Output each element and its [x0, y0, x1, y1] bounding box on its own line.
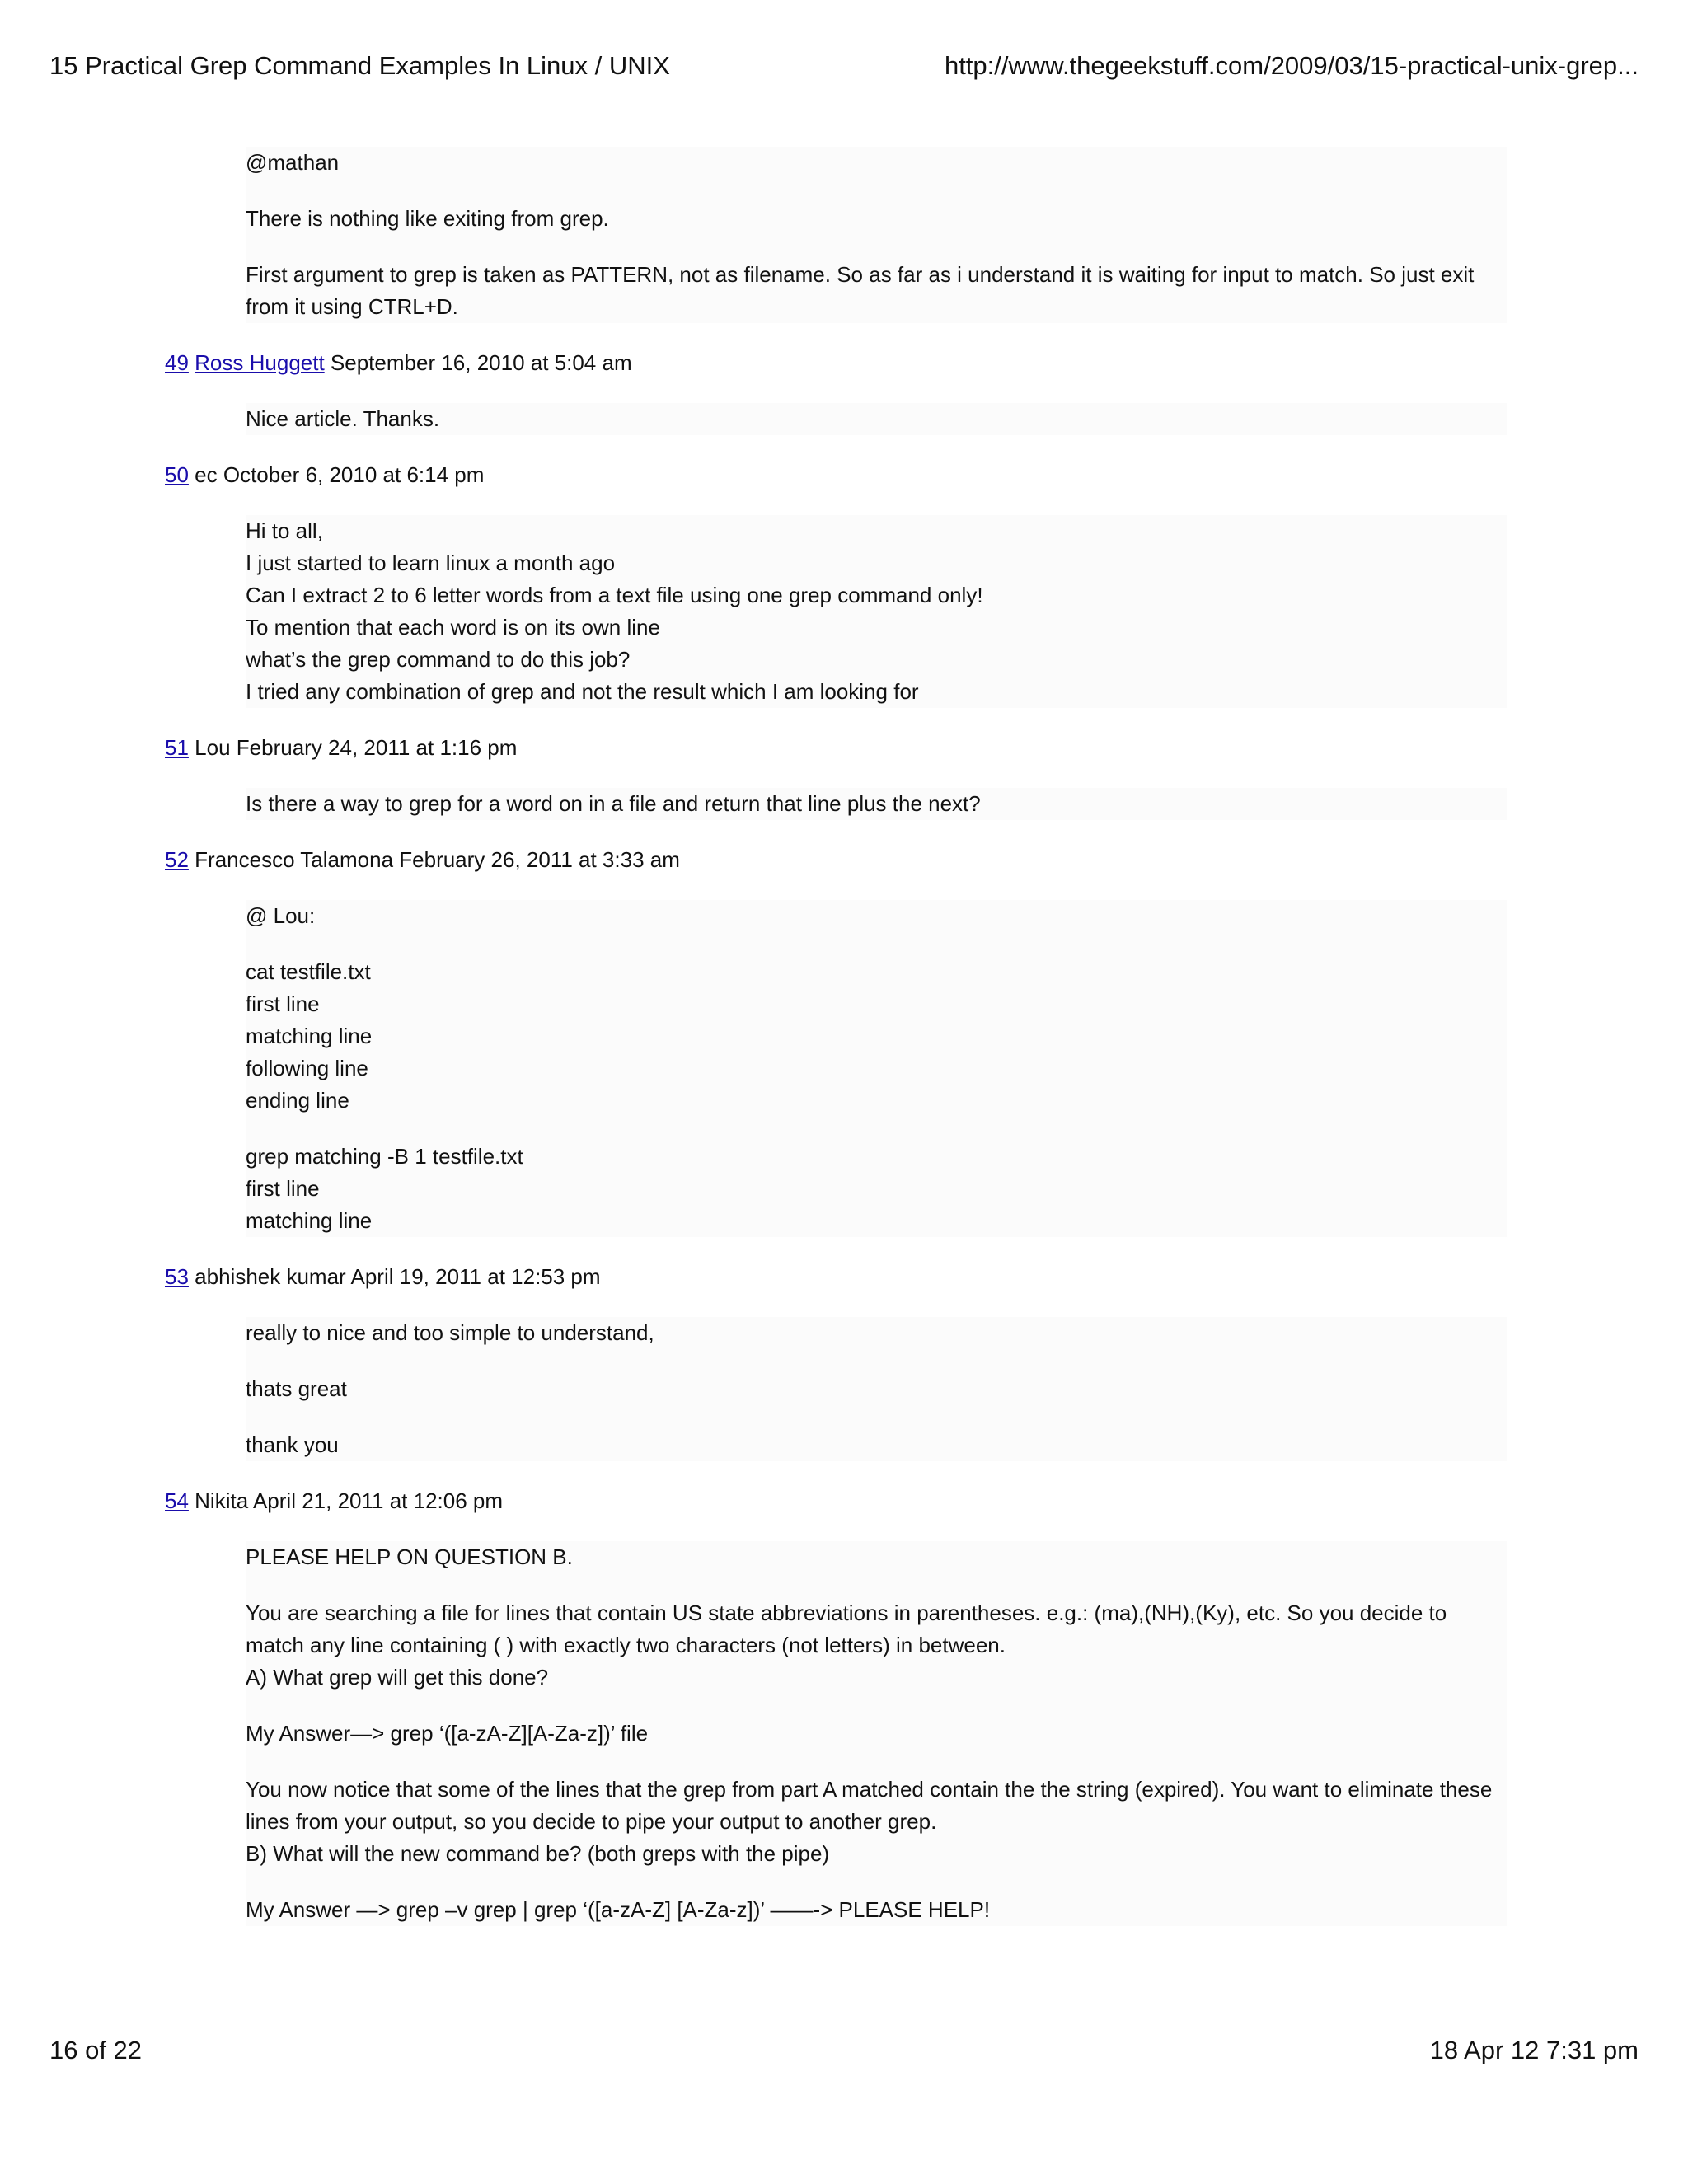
comment-body: [246, 515, 1507, 708]
comment-text-line: PLEASE HELP ON QUESTION B.: [246, 1544, 573, 1569]
comment-author: Francesco Talamona: [195, 847, 394, 872]
comment-header: [165, 1485, 1688, 1517]
comment-paragraph: [246, 956, 1507, 1117]
comment-text-line: what’s the grep command to do this job?: [246, 647, 631, 672]
comment-text-line: A) What grep will get this done?: [246, 1665, 549, 1690]
comment-paragraph: [246, 1894, 1507, 1926]
comment-author: Lou: [195, 735, 231, 760]
comment-text-line: following line: [246, 1056, 368, 1080]
comment-text-line: First argument to grep is taken as PATTERN, not as filename. So as far as i understand it is waiting for input to match. So just exit from it using CTRL+D.: [246, 262, 1475, 319]
comment-paragraph: [246, 1373, 1507, 1405]
comment-text-line: My Answer —> grep –v grep | grep ‘([a-zA-Z] [A-Za-z])’ ——-> PLEASE HELP!: [246, 1897, 991, 1922]
comment-text-line: I just started to learn linux a month ago: [246, 551, 616, 575]
comment-text-line: Can I extract 2 to 6 letter words from a text file using one grep command only!: [246, 583, 983, 607]
comments-section: [0, 147, 1688, 1950]
comment-text-line: There is nothing like exiting from grep.: [246, 206, 609, 231]
page-title: 15 Practical Grep Command Examples In Linux / UNIX: [49, 51, 670, 80]
comment-body: [246, 403, 1507, 435]
comment-text-line: first line: [246, 991, 320, 1016]
comment-text-line: thats great: [246, 1376, 347, 1401]
comment-text-line: My Answer—> grep ‘([a-zA-Z][A-Za-z])’ file: [246, 1721, 649, 1746]
comment-text-line: You now notice that some of the lines that the grep from part A matched contain the the string (expired). You want to eliminate these lines from your output, so you decide to pipe your output to another grep.: [246, 1777, 1493, 1834]
comment-author: Nikita: [195, 1488, 249, 1513]
comment-body: [246, 1317, 1507, 1461]
comment-text-line: I tried any combination of grep and not the result which I am looking for: [246, 679, 919, 704]
comment-author: ec: [195, 462, 218, 487]
comment-date: October 6, 2010 at 6:14 pm: [223, 462, 485, 487]
comment-text-line: @ Lou:: [246, 903, 316, 928]
page-url: http://www.thegeekstuff.com/2009/03/15-practical-unix-grep...: [944, 51, 1639, 80]
comment-text-line: @mathan: [246, 150, 340, 175]
comment-header: [165, 732, 1688, 764]
comment-paragraph: [246, 788, 1507, 820]
comment-body: [246, 788, 1507, 820]
comment-text-line: really to nice and too simple to understand,: [246, 1320, 654, 1345]
comment-number-link[interactable]: 50: [165, 462, 189, 487]
comment-text-line: Is there a way to grep for a word on in a file and return that line plus the next?: [246, 791, 981, 816]
comment-date: April 21, 2011 at 12:06 pm: [252, 1488, 504, 1513]
comment-paragraph: [246, 1774, 1507, 1870]
comment-text-line: B) What will the new command be? (both greps with the pipe): [246, 1841, 830, 1866]
comment-text-line: grep matching -B 1 testfile.txt: [246, 1144, 523, 1169]
comment-header: [165, 1261, 1688, 1293]
comment-number-link[interactable]: 54: [165, 1488, 189, 1513]
comment-author-link[interactable]: Ross Huggett: [195, 350, 325, 375]
comment-paragraph: [246, 1429, 1507, 1461]
comment-date: September 16, 2010 at 5:04 am: [330, 350, 632, 375]
comment-date: February 24, 2011 at 1:16 pm: [236, 735, 518, 760]
comment-paragraph: [246, 1141, 1507, 1237]
comment-header: [165, 844, 1688, 876]
comment-text-line: matching line: [246, 1208, 373, 1233]
comment-text-line: To mention that each word is on its own line: [246, 615, 660, 640]
comment-text-line: You are searching a file for lines that contain US state abbreviations in parentheses. e.g.: (ma),(NH),(Ky), etc. So you decide to match any line containing ( ) with exactly two characters (not letters) in between.: [246, 1601, 1447, 1657]
comment-number-link[interactable]: 51: [165, 735, 189, 760]
comment-paragraph: [246, 1317, 1507, 1349]
comment-text-line: Nice article. Thanks.: [246, 406, 440, 431]
comment-paragraph: [246, 515, 1507, 708]
comment-date: April 19, 2011 at 12:53 pm: [350, 1264, 601, 1289]
print-datetime: 18 Apr 12 7:31 pm: [1429, 2036, 1639, 2064]
comment-text-line: thank you: [246, 1432, 339, 1457]
comment-header: [165, 459, 1688, 491]
comment-body: [246, 900, 1507, 1237]
comment-text-line: ending line: [246, 1088, 349, 1113]
comment-header: [165, 347, 1688, 379]
comment-paragraph: [246, 203, 1507, 235]
print-header: [49, 51, 1639, 81]
comment-paragraph: [246, 1597, 1507, 1694]
print-footer: [49, 2036, 1639, 2065]
comment-text-line: cat testfile.txt: [246, 959, 371, 984]
comment-author: abhishek kumar: [195, 1264, 346, 1289]
comment-date: February 26, 2011 at 3:33 am: [399, 847, 680, 872]
comment-paragraph: [246, 1541, 1507, 1573]
comment-paragraph: [246, 900, 1507, 932]
comment-text-line: matching line: [246, 1024, 373, 1048]
comment-number-link[interactable]: 52: [165, 847, 189, 872]
comment-paragraph: [246, 147, 1507, 179]
comment-body: [246, 1541, 1507, 1926]
comment-text-line: Hi to all,: [246, 518, 323, 543]
comment-body-previous: [246, 147, 1507, 323]
comment-number-link[interactable]: 49: [165, 350, 189, 375]
page-number: 16 of 22: [49, 2036, 143, 2064]
comment-paragraph: [246, 403, 1507, 435]
comment-text-line: first line: [246, 1176, 320, 1201]
comment-paragraph: [246, 259, 1507, 323]
comment-number-link[interactable]: 53: [165, 1264, 189, 1289]
comment-paragraph: [246, 1718, 1507, 1750]
